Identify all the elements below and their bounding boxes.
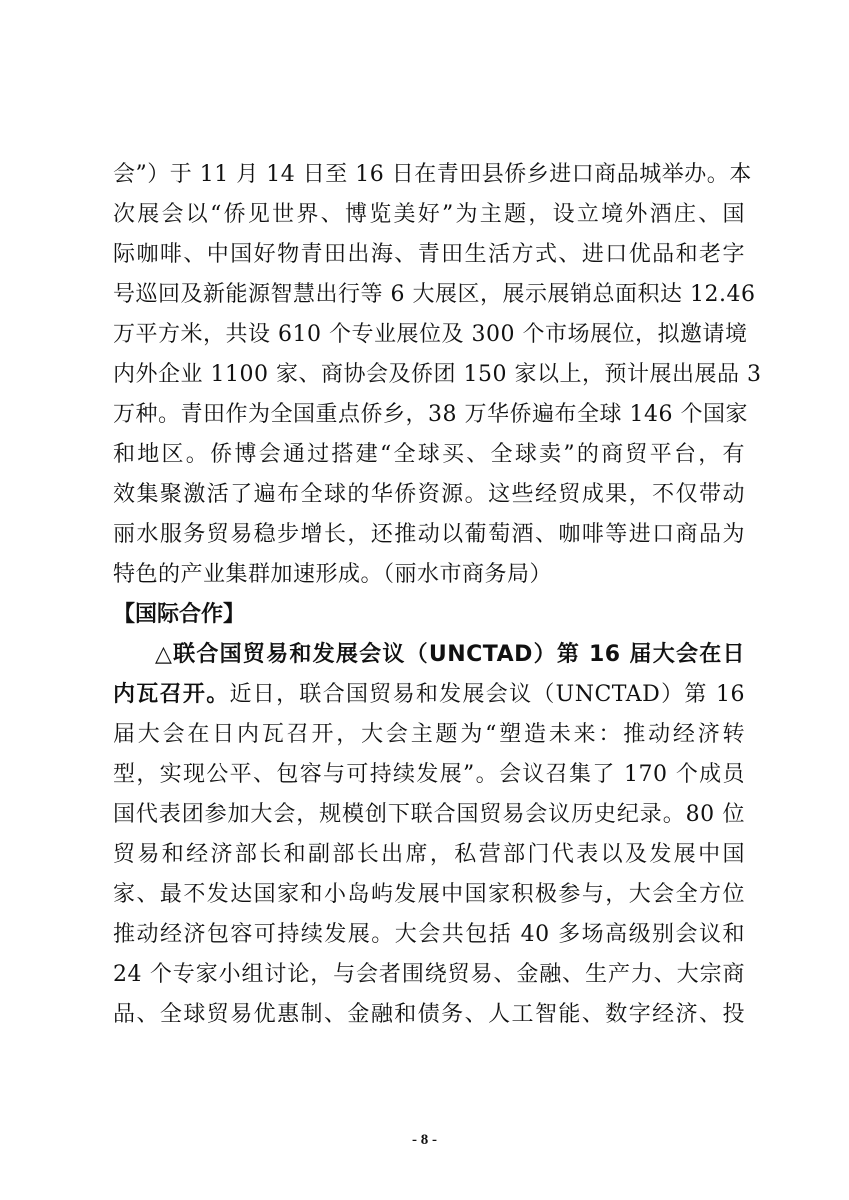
para1-line-3: 际咖啡、中国好物青田出海、青田生活方式、进口优品和老字 [113, 242, 745, 267]
article-title-line-2: 内瓦召开。 [113, 682, 230, 707]
article-line-2 [113, 675, 745, 715]
article-body-line-7: 24 个专家小组讨论，与会者围绕贸易、金融、生产力、大宗商 [113, 962, 745, 987]
para1-line-8: 和地区。侨博会通过搭建“全球买、全球卖”的商贸平台，有 [113, 442, 745, 467]
article-body-line-6: 推动经济包容可持续发展。大会共包括 40 多场高级别会议和 [113, 922, 745, 947]
para1-line-1: 会”）于 11 月 14 日至 16 日在青田县侨乡进口商品城举办。本 [113, 162, 752, 187]
para1-line-4: 号巡回及新能源智慧出行等 6 大展区，展示展销总面积达 12.46 [113, 282, 756, 307]
para1-line-10: 丽水服务贸易稳步增长，还推动以葡萄酒、咖啡等进口商品为 [113, 522, 745, 547]
para1-line-9: 效集聚激活了遍布全球的华侨资源。这些经贸成果，不仅带动 [113, 482, 745, 507]
page-number: - 8 - [412, 1132, 437, 1148]
article-body-line-8: 品、全球贸易优惠制、金融和债务、人工智能、数字经济、投 [113, 1002, 745, 1027]
para1-line-7: 万种。青田作为全国重点侨乡，38 万华侨遍布全球 146 个国家 [113, 402, 748, 427]
article-title-line-1: △联合国贸易和发展会议（UNCTAD）第 16 届大会在日 [155, 642, 745, 667]
article-body-line-1: 届大会在日内瓦召开，大会主题为“塑造未来：推动经济转 [113, 722, 745, 747]
article-body-line-2: 型，实现公平、包容与可持续发展”。会议召集了 170 个成员 [113, 762, 745, 787]
article-body-line-3: 国代表团参加大会，规模创下联合国贸易会议历史纪录。80 位 [113, 802, 745, 827]
article-line-2-rest: 近日，联合国贸易和发展会议（UNCTAD）第 16 [229, 682, 745, 707]
para1-line-2: 次展会以“侨见世界、博览美好”为主题，设立境外酒庄、国 [113, 202, 745, 227]
para1-line-11: 特色的产业集群加速形成。（丽水市商务局） [113, 562, 553, 587]
para1-line-5: 万平方米，共设 610 个专业展位及 300 个市场展位，拟邀请境 [113, 322, 748, 347]
para1-line-6: 内外企业 1100 家、商协会及侨团 150 家以上，预计展出展品 3 [113, 362, 762, 387]
article-body-line-4: 贸易和经济部长和副部长出席，私营部门代表以及发展中国 [113, 842, 745, 867]
article-body-line-5: 家、最不发达国家和小岛屿发展中国家积极参与，大会全方位 [113, 882, 745, 907]
section-heading: 【国际合作】 [113, 602, 246, 627]
